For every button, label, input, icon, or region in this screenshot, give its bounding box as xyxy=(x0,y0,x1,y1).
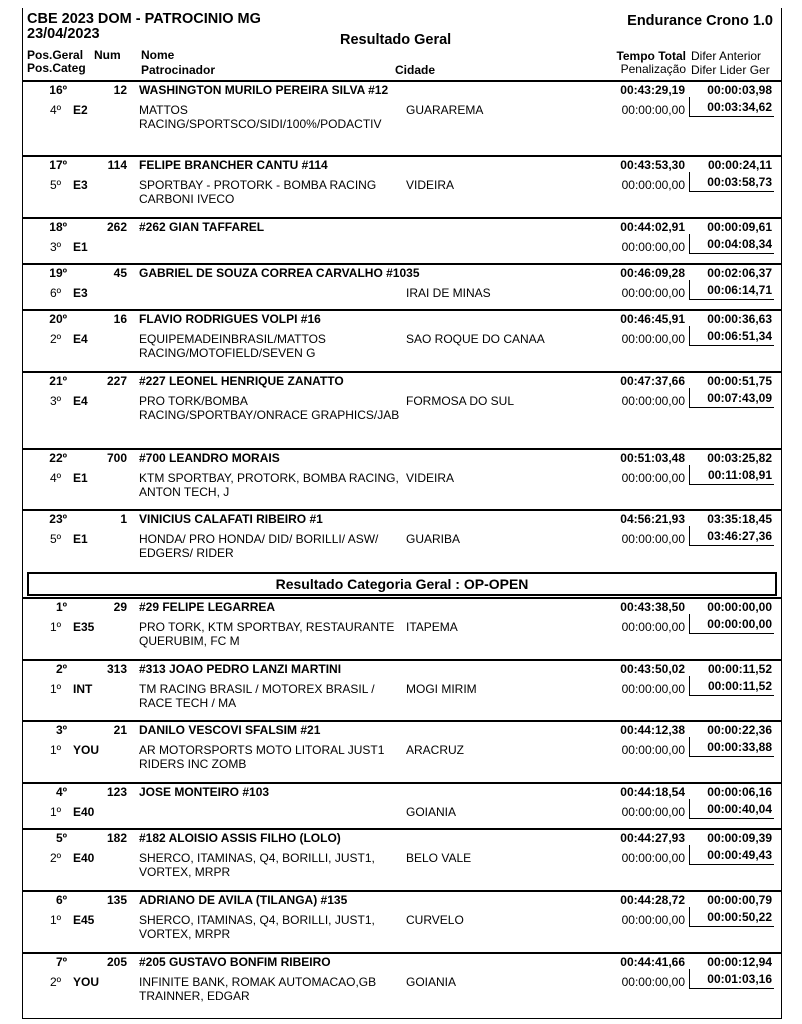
city: VIDEIRA xyxy=(406,471,455,485)
diff-previous: 00:00:24,11 xyxy=(707,158,772,172)
penalty-time: 00:00:00,00 xyxy=(621,471,685,485)
table-row xyxy=(23,659,781,722)
sponsor: PRO TORK, KTM SPORTBAY, RESTAURANTE QUERUBIM, FC M xyxy=(139,620,395,648)
rider-number: 313 xyxy=(106,662,127,676)
city: GOIANIA xyxy=(406,975,457,989)
penalty-time: 00:00:00,00 xyxy=(621,743,685,757)
diff-leader: 00:00:50,22 xyxy=(689,907,774,927)
category-position: 1º xyxy=(49,620,61,634)
city: SAO ROQUE DO CANAA xyxy=(406,332,545,346)
diff-previous: 00:00:36,63 xyxy=(707,312,772,326)
category-position: 5º xyxy=(49,532,61,546)
diff-previous: 03:35:18,45 xyxy=(707,512,772,526)
city: IRAI DE MINAS xyxy=(406,286,491,300)
rider-name: WASHINGTON MURILO PEREIRA SILVA #12 xyxy=(139,83,389,97)
system-name: Endurance Crono 1.0 xyxy=(627,13,773,29)
penalty-time: 00:00:00,00 xyxy=(621,913,685,927)
event-title: CBE 2023 DOM - PATROCINIO MG xyxy=(27,11,261,27)
table-row xyxy=(23,155,781,219)
penalty-time: 00:00:00,00 xyxy=(621,532,685,546)
diff-previous: 00:00:09,61 xyxy=(707,220,772,234)
table-row xyxy=(23,828,781,892)
diff-previous: 00:00:03,98 xyxy=(707,83,772,97)
table-row xyxy=(23,217,781,265)
city: ITAPEMA xyxy=(406,620,458,634)
rider-name: #205 GUSTAVO BONFIM RIBEIRO xyxy=(139,955,331,969)
sponsor: SHERCO, ITAMINAS, Q4, BORILLI, JUST1, VORTEX, MRPR xyxy=(139,913,375,941)
diff-leader: 00:00:00,00 xyxy=(689,614,774,634)
total-time: 00:43:53,30 xyxy=(620,158,685,172)
category-code: E40 xyxy=(73,805,95,819)
category-position: 1º xyxy=(49,805,61,819)
rider-number: 205 xyxy=(106,955,127,969)
category-position: 6º xyxy=(49,286,61,300)
rider-number: 1 xyxy=(120,512,127,526)
sponsor: SPORTBAY - PROTORK - BOMBA RACING CARBONI IVECO xyxy=(139,178,377,206)
diff-previous: 00:00:11,52 xyxy=(707,662,772,676)
penalty-time: 00:00:00,00 xyxy=(621,394,685,408)
rider-number: 114 xyxy=(107,158,127,172)
category-position: 1º xyxy=(49,913,61,927)
penalty-time: 00:00:00,00 xyxy=(621,286,685,300)
rider-number: 16 xyxy=(113,312,127,326)
penalty-time: 00:00:00,00 xyxy=(621,851,685,865)
position-overall: 2º xyxy=(55,662,67,676)
penalty-time: 00:00:00,00 xyxy=(621,332,685,346)
category-code: E3 xyxy=(73,178,88,192)
category-code: E35 xyxy=(73,620,95,634)
category-code: E1 xyxy=(73,471,88,485)
city: ARACRUZ xyxy=(406,743,465,757)
position-overall: 19º xyxy=(49,266,67,280)
total-time: 00:44:28,72 xyxy=(620,893,685,907)
penalty-time: 00:00:00,00 xyxy=(621,682,685,696)
city: GOIANIA xyxy=(406,805,457,819)
diff-previous: 00:03:25,82 xyxy=(707,451,772,465)
diff-leader: 00:06:51,34 xyxy=(689,326,774,346)
city: CURVELO xyxy=(406,913,464,927)
diff-leader: 00:03:58,73 xyxy=(689,172,774,192)
col-num: Num xyxy=(94,48,121,62)
rider-number: 123 xyxy=(106,785,127,799)
col-difer-lider: Difer Lider Ger xyxy=(691,64,770,77)
rider-number: 227 xyxy=(106,374,127,388)
diff-previous: 00:02:06,37 xyxy=(707,266,772,280)
table-row xyxy=(23,263,781,311)
total-time: 00:44:02,91 xyxy=(620,220,685,234)
rider-number: 45 xyxy=(113,266,127,280)
category-code: YOU xyxy=(73,743,100,757)
penalty-time: 00:00:00,00 xyxy=(621,103,685,117)
total-time: 00:51:03,48 xyxy=(620,451,685,465)
category-code: E2 xyxy=(73,103,88,117)
diff-leader: 00:11:08,91 xyxy=(689,465,774,485)
total-time: 00:44:18,54 xyxy=(620,785,685,799)
city: BELO VALE xyxy=(406,851,472,865)
city: VIDEIRA xyxy=(406,178,455,192)
diff-previous: 00:00:06,16 xyxy=(707,785,772,799)
diff-leader: 00:00:11,52 xyxy=(689,676,774,696)
position-overall: 6º xyxy=(55,893,67,907)
rider-name: ADRIANO DE AVILA (TILANGA) #135 xyxy=(139,893,348,907)
rider-name: VINICIUS CALAFATI RIBEIRO #1 xyxy=(139,512,323,526)
category-position: 5º xyxy=(49,178,61,192)
diff-previous: 00:00:22,36 xyxy=(707,723,772,737)
rider-name: FELIPE BRANCHER CANTU #114 xyxy=(139,158,328,172)
rider-name: #313 JOAO PEDRO LANZI MARTINI xyxy=(139,662,342,676)
position-overall: 22º xyxy=(49,451,67,465)
table-row xyxy=(23,890,781,954)
category-position: 2º xyxy=(49,975,61,989)
sponsor: MATTOS RACING/SPORTSCO/SIDI/100%/PODACTIV xyxy=(139,103,382,131)
sponsor: SHERCO, ITAMINAS, Q4, BORILLI, JUST1, VORTEX, MRPR xyxy=(139,851,375,879)
penalty-time: 00:00:00,00 xyxy=(621,178,685,192)
col-patrocinador: Patrocinador xyxy=(141,63,216,77)
city: GUARIBA xyxy=(406,532,461,546)
total-time: 00:44:27,93 xyxy=(620,831,685,845)
col-pos-categ: Pos.Categ xyxy=(27,61,86,75)
sponsor: INFINITE BANK, ROMAK AUTOMACAO,GB TRAINNER, EDGAR xyxy=(139,975,377,1003)
position-overall: 3º xyxy=(55,723,67,737)
diff-leader: 00:07:43,09 xyxy=(689,388,774,408)
event-date: 23/04/2023 xyxy=(27,26,100,42)
rider-name: #29 FELIPE LEGARREA xyxy=(139,600,276,614)
total-time: 00:43:38,50 xyxy=(620,600,685,614)
position-overall: 7º xyxy=(55,955,67,969)
total-time: 00:47:37,66 xyxy=(620,374,685,388)
position-overall: 20º xyxy=(49,312,67,326)
col-cidade: Cidade xyxy=(395,63,436,77)
table-row xyxy=(23,309,781,373)
category-code: E4 xyxy=(73,332,88,346)
category-code: E3 xyxy=(73,286,88,300)
category-position: 1º xyxy=(49,743,61,757)
city: MOGI MIRIM xyxy=(406,682,477,696)
col-tempo-total: Tempo Total xyxy=(616,49,686,63)
penalty-time: 00:00:00,00 xyxy=(621,240,685,254)
diff-previous: 00:00:00,00 xyxy=(707,600,772,614)
col-nome: Nome xyxy=(141,48,175,62)
diff-leader: 00:00:49,43 xyxy=(689,845,774,865)
rider-number: 182 xyxy=(106,831,127,845)
rider-name: FLAVIO RODRIGUES VOLPI #16 xyxy=(139,312,321,326)
col-pos-geral: Pos.Geral xyxy=(27,48,84,62)
col-penalizacao: Penalização xyxy=(620,62,686,76)
rider-name: #227 LEONEL HENRIQUE ZANATTO xyxy=(139,374,344,388)
position-overall: 1º xyxy=(55,600,67,614)
diff-previous: 00:00:09,39 xyxy=(707,831,772,845)
sponsor: EQUIPEMADEINBRASIL/MATTOS RACING/MOTOFIELD/SEVEN G xyxy=(139,332,326,360)
table-row xyxy=(23,782,781,830)
category-code: E45 xyxy=(73,913,95,927)
table-row xyxy=(23,720,781,784)
rider-name: #182 ALOISIO ASSIS FILHO (LOLO) xyxy=(139,831,341,845)
page-title: Resultado Geral xyxy=(340,32,452,48)
category-position: 4º xyxy=(49,471,61,485)
results-page xyxy=(22,8,782,1019)
position-overall: 4º xyxy=(55,785,67,799)
col-difer-anterior: Difer Anterior xyxy=(691,49,762,63)
total-time: 00:46:45,91 xyxy=(620,312,685,326)
sponsor: PRO TORK/BOMBA RACING/SPORTBAY/ONRACE GRAPHICS/JAB xyxy=(139,394,400,422)
rider-name: DANILO VESCOVI SFALSIM #21 xyxy=(139,723,321,737)
table-row xyxy=(23,371,781,450)
table-row xyxy=(23,509,781,574)
diff-leader: 00:00:33,88 xyxy=(689,737,774,757)
diff-leader: 00:04:08,34 xyxy=(689,234,774,254)
total-time: 00:44:12,38 xyxy=(620,723,685,737)
penalty-time: 00:00:00,00 xyxy=(621,975,685,989)
position-overall: 5º xyxy=(55,831,67,845)
diff-previous: 00:00:51,75 xyxy=(707,374,772,388)
sponsor: AR MOTORSPORTS MOTO LITORAL JUST1 RIDERS INC ZOMB xyxy=(139,743,385,771)
category-code: E1 xyxy=(73,240,88,254)
total-time: 00:43:29,19 xyxy=(620,83,685,97)
table-row xyxy=(23,952,781,1016)
position-overall: 16º xyxy=(49,83,67,97)
position-overall: 17º xyxy=(49,158,67,172)
table-row xyxy=(23,597,781,661)
diff-previous: 00:00:12,94 xyxy=(707,955,772,969)
category-position: 2º xyxy=(49,332,61,346)
category-position: 3º xyxy=(49,394,61,408)
rider-name: #262 GIAN TAFFAREL xyxy=(139,220,265,234)
rider-number: 21 xyxy=(113,723,127,737)
category-position: 2º xyxy=(49,851,61,865)
city: FORMOSA DO SUL xyxy=(406,394,515,408)
category-code: E4 xyxy=(73,394,88,408)
penalty-time: 00:00:00,00 xyxy=(621,620,685,634)
rider-number: 29 xyxy=(113,600,127,614)
category-code: INT xyxy=(73,682,93,696)
category-code: E1 xyxy=(73,532,88,546)
rider-name: JOSE MONTEIRO #103 xyxy=(139,785,270,799)
diff-leader: 00:06:14,71 xyxy=(689,280,774,300)
rider-number: 262 xyxy=(106,220,127,234)
total-time: 00:43:50,02 xyxy=(620,662,685,676)
category-code: E40 xyxy=(73,851,95,865)
rider-name: #700 LEANDRO MORAIS xyxy=(139,451,280,465)
category-code: YOU xyxy=(73,975,100,989)
diff-leader: 03:46:27,36 xyxy=(689,526,774,546)
table-row xyxy=(23,80,781,157)
rider-number: 700 xyxy=(106,451,127,465)
diff-leader: 00:01:03,16 xyxy=(689,969,774,989)
category-position: 1º xyxy=(49,682,61,696)
city: GUARAREMA xyxy=(406,103,484,117)
total-time: 04:56:21,93 xyxy=(620,512,685,526)
section-title-open: Resultado Categoria Geral : OP-OPEN xyxy=(27,572,777,596)
diff-leader: 00:00:40,04 xyxy=(689,799,774,819)
sponsor: HONDA/ PRO HONDA/ DID/ BORILLI/ ASW/ EDGERS/ RIDER xyxy=(139,532,379,560)
category-position: 3º xyxy=(49,240,61,254)
position-overall: 21º xyxy=(49,374,67,388)
position-overall: 18º xyxy=(49,220,67,234)
diff-leader: 00:03:34,62 xyxy=(689,97,774,117)
sponsor: KTM SPORTBAY, PROTORK, BOMBA RACING, ANTON TECH, J xyxy=(139,471,399,499)
sponsor: TM RACING BRASIL / MOTOREX BRASIL / RACE TECH / MA xyxy=(139,682,375,710)
penalty-time: 00:00:00,00 xyxy=(621,805,685,819)
rider-number: 135 xyxy=(106,893,127,907)
position-overall: 23º xyxy=(49,512,67,526)
total-time: 00:44:41,66 xyxy=(620,955,685,969)
total-time: 00:46:09,28 xyxy=(620,266,685,280)
table-row xyxy=(23,448,781,511)
rider-name: GABRIEL DE SOUZA CORREA CARVALHO #1035 xyxy=(139,266,420,280)
diff-previous: 00:00:00,79 xyxy=(707,893,772,907)
category-position: 4º xyxy=(49,103,61,117)
rider-number: 12 xyxy=(113,83,127,97)
